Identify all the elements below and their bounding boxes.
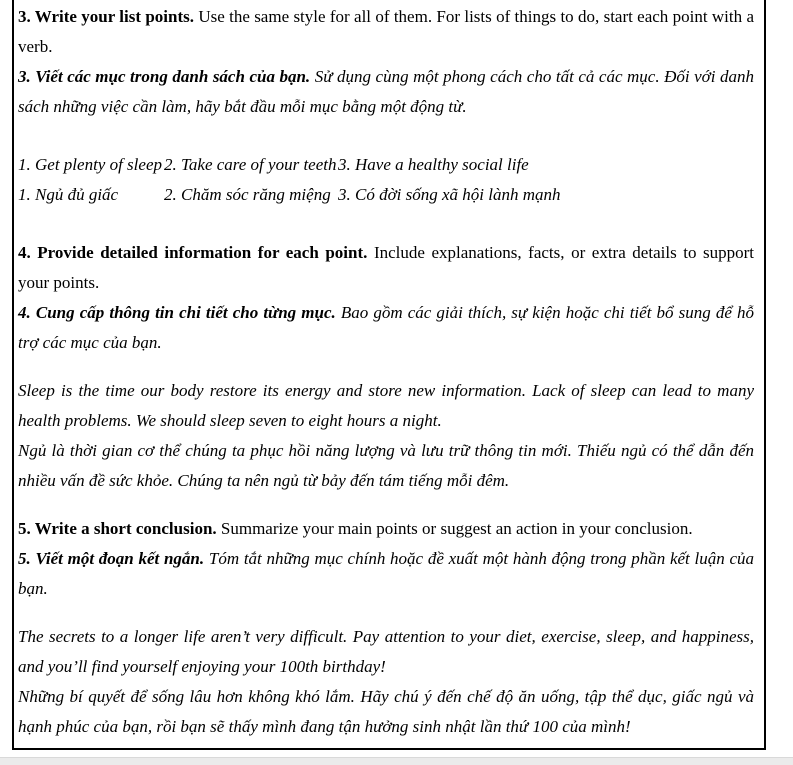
example-detail-vi: Ngủ là thời gian cơ thể chúng ta phục hồi năng lượng và lưu trữ thông tin mới. Thiếu ngủ có thể dẫn đến nhiều vấn đề sức khỏe. Chúng ta nên ngủ từ bảy đến tám tiếng mỗi đêm. <box>18 441 754 490</box>
list-item: 1. Ngủ đủ giấc <box>18 185 119 204</box>
step-4-body-vi: Bao gồm các giải thích, sự kiện hoặc chi tiết bổ sung để hỗ trợ các mục của bạn. <box>18 303 754 352</box>
step-3-heading-vi: 3. Viết các mục trong danh sách của bạn. <box>18 67 311 86</box>
step-5-instruction-vi <box>18 544 754 604</box>
list-item: 1. Get plenty of sleep <box>18 155 162 174</box>
step-4-heading-en: 4. Provide detailed information for each point. <box>18 243 368 262</box>
step-3-heading-en: 3. Write your list points. <box>18 7 194 26</box>
example-list-row-en <box>18 150 754 180</box>
list-item: 3. Có đời sống xã hội lành mạnh <box>338 185 561 204</box>
document-content <box>18 2 754 742</box>
step-4-section <box>18 238 754 358</box>
step-5-heading-en: 5. Write a short conclusion. <box>18 519 217 538</box>
example-conclusion-section <box>18 622 754 742</box>
step-5-body-vi: Tóm tắt những mục chính hoặc đề xuất một hành động trong phần kết luận của bạn. <box>18 549 754 598</box>
step-3-instruction-en <box>18 2 754 62</box>
step-4-instruction-en <box>18 238 754 298</box>
step-5-instruction-en <box>18 514 754 544</box>
step-3-instruction-vi <box>18 62 754 122</box>
step-5-heading-vi: 5. Viết một đoạn kết ngắn. <box>18 549 205 568</box>
viewport-bottom-strip <box>0 757 793 765</box>
step-3-section <box>18 2 754 122</box>
example-conclusion-en: The secrets to a longer life aren’t very difficult. Pay attention to your diet, exercise, sleep, and happiness, and you’ll find yourself enjoying your 100th birthday! <box>18 627 754 676</box>
step-5-section <box>18 514 754 604</box>
list-item: 2. Chăm sóc răng miệng <box>164 185 331 204</box>
example-detail-en: Sleep is the time our body restore its energy and store new information. Lack of sleep can lead to many health problems. We should sleep seven to eight hours a night. <box>18 381 754 430</box>
step-4-body-en: Include explanations, facts, or extra details to support your points. <box>18 243 755 292</box>
example-detail-section <box>18 376 754 496</box>
step-4-heading-vi: 4. Cung cấp thông tin chi tiết cho từng mục. <box>18 303 336 322</box>
step-5-body-en: Summarize your main points or suggest an action in your conclusion. <box>220 519 693 538</box>
list-item: 3. Have a healthy social life <box>338 155 529 174</box>
step-4-instruction-vi <box>18 298 754 358</box>
step-3-body-en: Use the same style for all of them. For lists of things to do, start each point with a verb. <box>18 7 755 56</box>
example-conclusion-vi: Những bí quyết để sống lâu hơn không khó lắm. Hãy chú ý đến chế độ ăn uống, tập thể dục, giấc ngủ và hạnh phúc của bạn, rồi bạn sẽ thấy mình đang tận hưởng sinh nhật lần thứ 100 của mình! <box>18 687 754 736</box>
example-list-section <box>18 150 754 210</box>
list-item: 2. Take care of your teeth <box>164 155 337 174</box>
step-3-body-vi: Sử dụng cùng một phong cách cho tất cả các mục. Đối với danh sách những việc cần làm, hãy bắt đầu mỗi mục bằng một động từ. <box>18 67 755 116</box>
example-list-row-vi <box>18 180 754 210</box>
